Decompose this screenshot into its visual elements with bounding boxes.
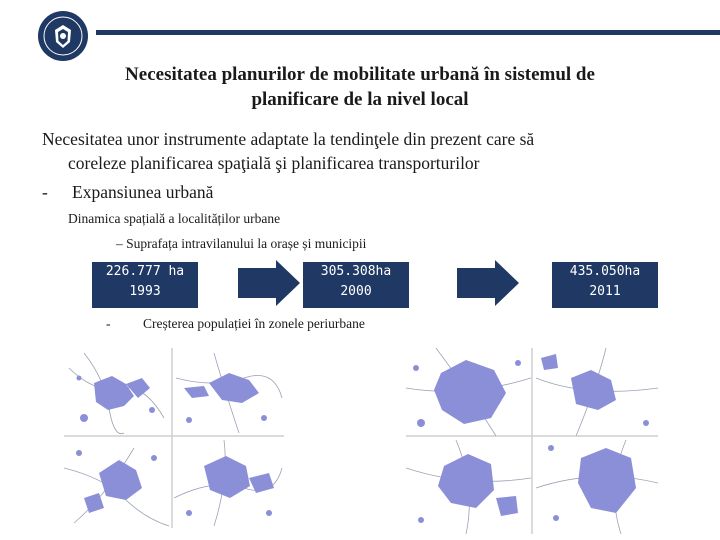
header-divider [96, 30, 720, 35]
timeline-year: 2011 [589, 284, 621, 299]
timeline-box-2000 [303, 262, 409, 308]
timeline-box-1993 [92, 262, 198, 308]
intro-line-1: Necesitatea unor instrumente adaptate la tendinţele din prezent care să [42, 129, 535, 149]
bullet-urban-expansion [42, 182, 213, 203]
timeline-year: 2000 [340, 284, 372, 299]
sub-heading-dynamics: Dinamica spațială a localităților urbane [68, 211, 281, 226]
bullet-marker: - [106, 316, 111, 331]
urban-expansion-maps-right [406, 348, 658, 534]
population-growth-item [106, 316, 365, 332]
right-arrow-icon [238, 260, 300, 306]
timeline-value: 305.308ha [320, 264, 392, 279]
timeline-value: 435.050ha [569, 264, 641, 279]
title-line-1: Necesitatea planurilor de mobilitate urbană în sistemul de [125, 64, 595, 85]
government-seal-icon [37, 10, 89, 62]
bullet-text: Expansiunea urbană [72, 182, 214, 202]
intro-text [42, 127, 692, 175]
urban-expansion-maps-left [64, 348, 284, 528]
title-line-2: planificare de la nivel local [251, 89, 469, 110]
population-text: Creșterea populației în zonele periurbane [143, 316, 365, 331]
right-arrow-icon [457, 260, 519, 306]
page-title [30, 62, 690, 112]
sub-item-area: – Suprafața intravilanului la orașe și municipii [116, 236, 367, 251]
bullet-marker: - [42, 182, 48, 202]
timeline-value: 226.777 ha [105, 264, 185, 279]
intro-line-2: coreleze planificarea spaţială şi planificarea transporturilor [68, 153, 480, 173]
timeline-box-2011 [552, 262, 658, 308]
timeline-year: 1993 [129, 284, 161, 299]
